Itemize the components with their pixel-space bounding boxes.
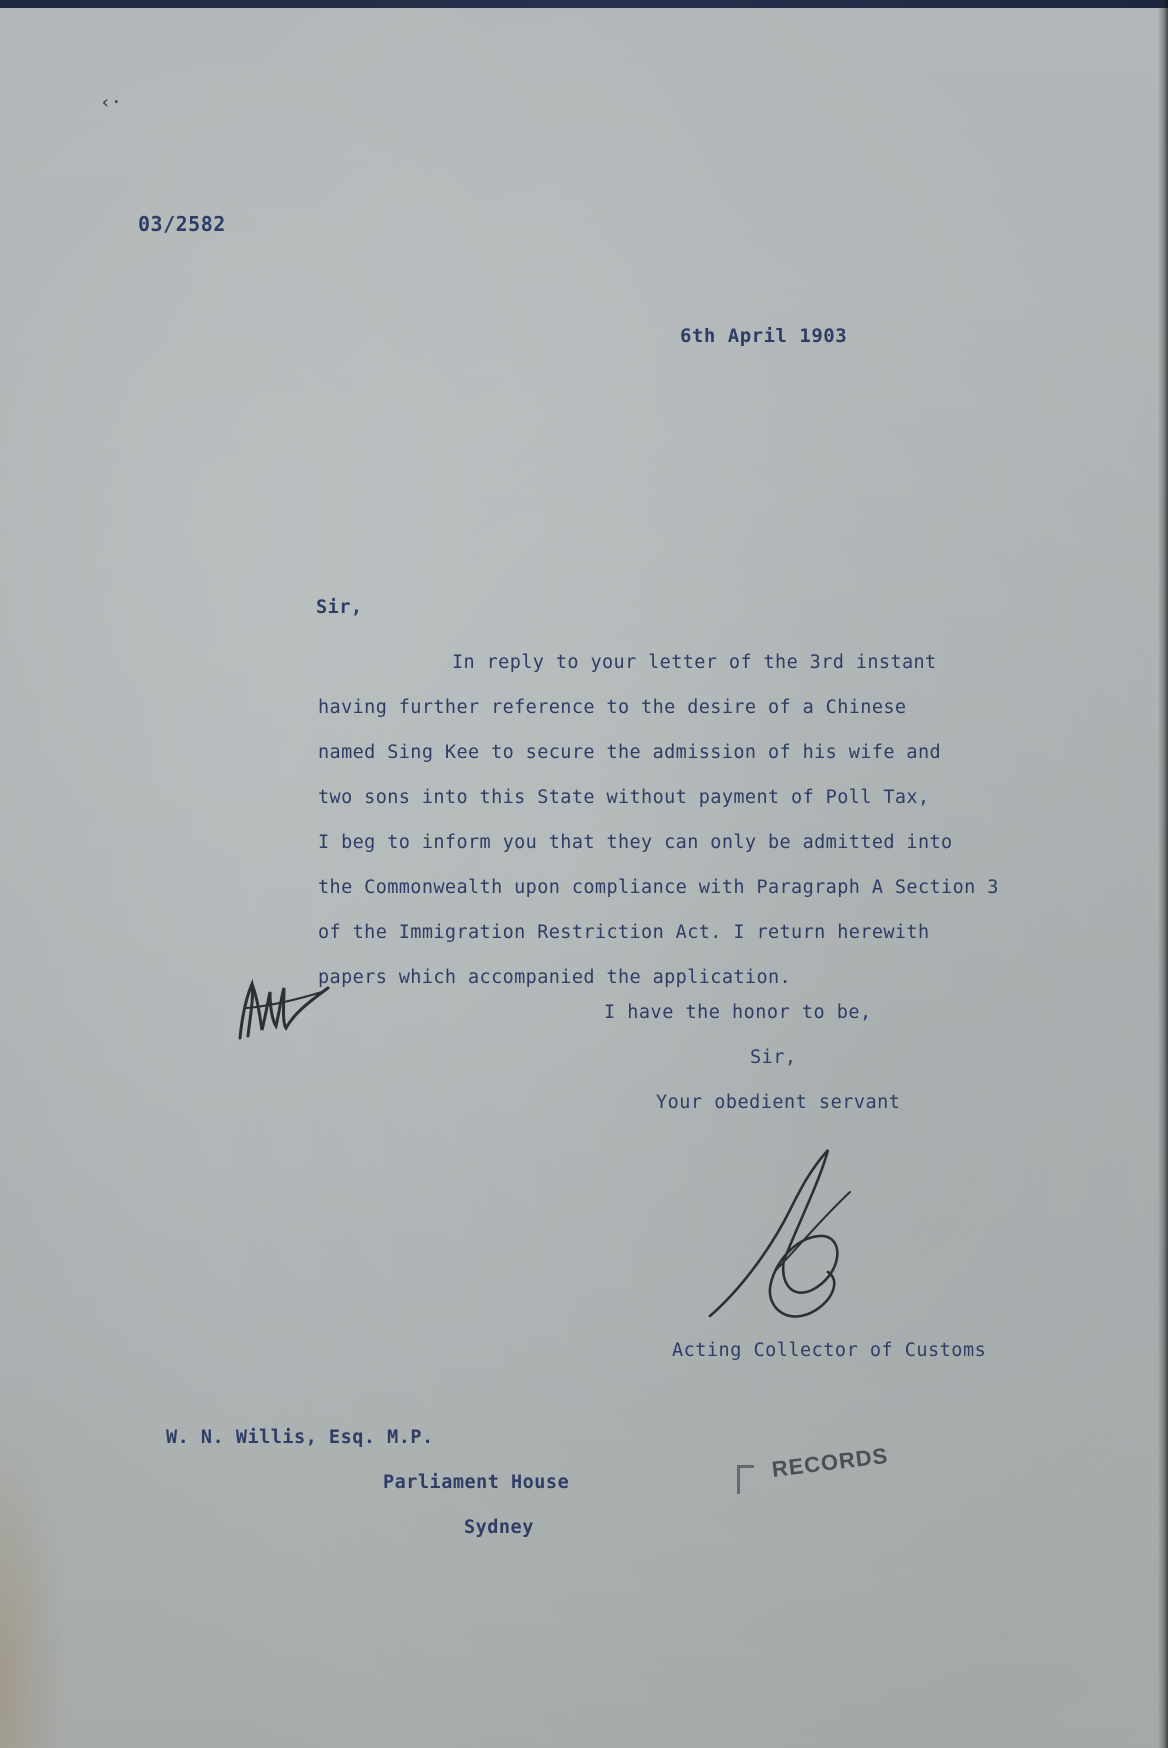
reference-number: 03/2582 bbox=[138, 212, 226, 236]
closing-sir: Sir, bbox=[750, 1047, 797, 1068]
body-line: papers which accompanied the application. bbox=[318, 967, 792, 988]
letter-body bbox=[318, 640, 1138, 1000]
body-line: I beg to inform you that they can only be admitted into bbox=[318, 832, 953, 853]
page-top-edge bbox=[0, 0, 1168, 8]
signatory-title: Acting Collector of Customs bbox=[672, 1340, 987, 1361]
body-line: In reply to your letter of the 3rd instant bbox=[452, 652, 937, 673]
addressee-city: Sydney bbox=[464, 1517, 534, 1538]
stamp-bracket bbox=[737, 1465, 754, 1494]
body-line: of the Immigration Restriction Act. I return herewith bbox=[318, 922, 930, 943]
closing-line: I have the honor to be, bbox=[604, 1002, 872, 1023]
page-right-edge bbox=[1158, 0, 1168, 1748]
body-line: having further reference to the desire of a Chinese bbox=[318, 697, 907, 718]
closing-servant: Your obedient servant bbox=[656, 1092, 901, 1113]
paper-stain bbox=[0, 1408, 70, 1748]
addressee-building: Parliament House bbox=[383, 1472, 570, 1493]
addressee-name: W. N. Willis, Esq. M.P. bbox=[166, 1427, 434, 1448]
stray-mark: ‹· bbox=[100, 92, 122, 113]
letter-date: 6th April 1903 bbox=[680, 325, 848, 347]
salutation: Sir, bbox=[316, 597, 363, 618]
body-line: named Sing Kee to secure the admission of his wife and bbox=[318, 742, 942, 763]
margin-initials-signature bbox=[232, 948, 332, 1048]
body-line: the Commonwealth upon compliance with Paragraph A Section 3 bbox=[318, 877, 999, 898]
records-stamp: RECORDS bbox=[770, 1442, 890, 1482]
collector-signature bbox=[700, 1140, 870, 1340]
body-line: two sons into this State without payment of Poll Tax, bbox=[318, 787, 930, 808]
